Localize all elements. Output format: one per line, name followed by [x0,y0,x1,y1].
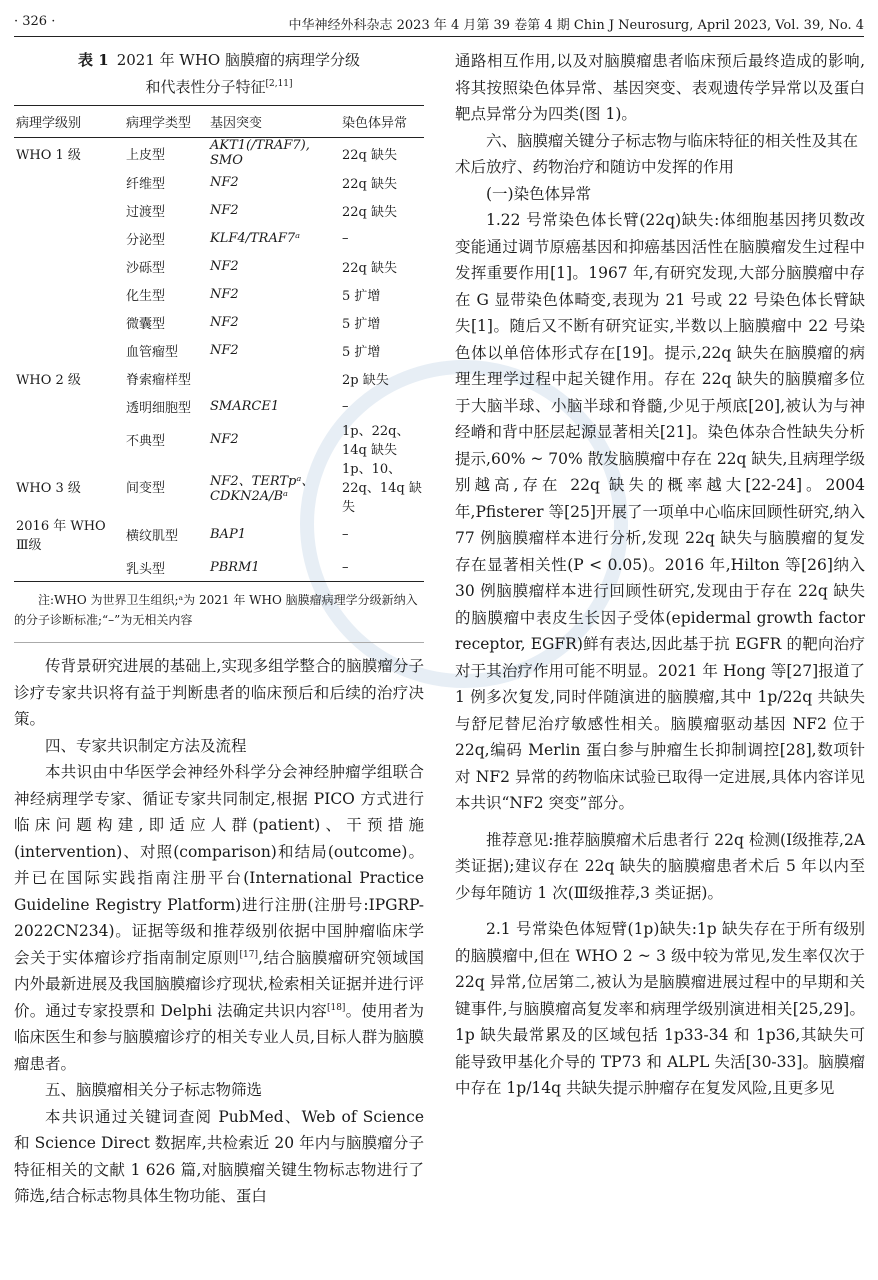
cell-type: 乳头型 [126,561,166,577]
cell-chrom: – [342,230,349,246]
cell-grade [14,336,124,364]
table-row [14,364,424,392]
cell-chrom: 1p、22q、14q 缺失 [342,424,410,458]
paragraph: 1.22 号常染色体长臂(22q)缺失:体细胞基因拷贝数改变能通过调节原癌基因和抑癌基因活性在脑膜瘤发生过程中发挥重要作用[1]。1967 年,有研究发现,大部分脑膜瘤中存在 G 显带染色体畸变,表现为 21 号或 22 号染色体长臂缺失[1]。随后又不断有研究证实,半数以上脑膜瘤中 22 号染色体以单倍体形式存在[19]。提示,22q 缺失在脑膜瘤的病理生理学过程中起关键作用。存在 22q 缺失的脑膜瘤多位于大脑半球、小脑半球和脊髓,少见于颅底[20],被认为与神经嵴和背中胚层起源显著相关[21]。染色体杂合性缺失分析提示,60% ~ 70% 散发脑膜瘤中存在 22q 缺失,且病理学级别越高,存在 22q 缺失的概率越大[22-24]。2004 年,Pfisterer 等[25]开展了一项单中心临床回顾性研究,纳入 77 例脑膜瘤样本进行分析,发现 22q 缺失与脑膜瘤的复发存在显著相关性(P < 0.05)。2016 年,Hilton 等[26]纳入 30 例脑膜瘤样本进行回顾性研究,发现由于存在 22q 缺失的脑膜瘤中表皮生长因子受体(epidermal growth factor receptor, EGFR)鲜有表达,因此基于抗 EGFR 的靶向治疗对于其治疗作用可能不明显。2021 年 Hong 等[27]报道了 1 例多次复发,同时伴随演进的脑膜瘤,其中 1p/22q 共缺失与舒尼替尼治疗敏感性相关。脑膜瘤驱动基因 NF2 位于 22q,编码 Merlin 蛋白参与肿瘤生长抑制调控[28],数项针对 NF2 异常的药物临床试验已取得一定进展,具体内容详见本共识“NF2 突变”部分。 [455,211,865,812]
col-header-type: 病理学类型 [124,106,208,138]
paragraph: 传背景研究进展的基础上,实现多组学整合的脑膜瘤分子诊疗专家共识将有益于判断患者的临床预后和后续的治疗决策。 [14,657,424,728]
cell-grade: WHO 2 级 [16,372,81,388]
table-note: 注:WHO 为世界卫生组织;ᵃ为 2021 年 WHO 脑膜瘤病理学分级新纳入的分子诊断标准;“–”为无相关内容 [14,590,424,643]
section-heading: 五、脑膜瘤相关分子标志物筛选 [45,1081,263,1099]
subsection-heading: (一)染色体异常 [486,184,592,203]
table-row [14,224,424,252]
cell-chrom: – [342,559,349,575]
page-header [14,10,864,37]
table-row [14,458,424,515]
col-header-chrom: 染色体异常 [340,106,424,138]
table-title-line2: 和代表性分子特征 [145,78,266,96]
cell-type: 沙砾型 [126,260,166,276]
table-row [14,168,424,196]
left-column [14,48,424,1210]
cell-gene [208,364,340,392]
page-number: · 326 · [14,14,56,29]
section-heading: 四、专家共识制定方法及流程 [45,736,247,755]
cell-type: 纤维型 [126,176,166,192]
cell-chrom: 2p 缺失 [342,372,389,388]
col-header-grade: 病理学级别 [14,106,124,138]
cell-chrom: – [342,526,349,542]
cell-grade [14,392,124,420]
cell-grade [14,553,124,582]
cell-gene: NF2、TERTpᵃ、CDKN2A/Bᵃ [210,473,315,504]
table-title-line1: 2021 年 WHO 脑膜瘤的病理学分级 [116,51,360,69]
cell-gene: SMARCE1 [210,398,280,414]
recommendation: 推荐意见:推荐脑膜瘤术后患者行 22q 检测(Ⅰ级推荐,2A 类证据);建议存在 22q 缺失的脑膜瘤患者术后 5 年以内至少每年随访 1 次(Ⅲ级推荐,3 类证据)。 [455,830,865,902]
cell-gene: BAP1 [210,526,246,542]
cell-type: 脊索瘤样型 [126,372,192,388]
cell-grade [14,252,124,280]
cell-type: 过渡型 [126,204,166,220]
cell-gene: NF2 [210,202,239,218]
cell-type: 不典型 [126,433,166,449]
cell-gene: NF2 [210,314,239,330]
cell-chrom: 1p、10、22q、14q 缺失 [342,462,422,515]
cell-grade [14,224,124,252]
table-row [14,280,424,308]
section-heading: 六、脑膜瘤关键分子标志物与临床特征的相关性及其在术后放疗、药物治疗和随访中发挥的作用 [455,131,859,176]
cell-grade [14,168,124,196]
citation: [17] [239,949,258,960]
table-title-ref: [2,11] [265,79,293,89]
cell-type: 血管瘤型 [126,344,179,360]
table-row [14,392,424,420]
paragraph: 2.1 号常染色体短臂(1p)缺失:1p 缺失存在于所有级别的脑膜瘤中,但在 WHO 2 ~ 3 级中较为常见,发生率仅次于 22q 异常,位居第二,被认为是脑膜瘤进展过程中的早期和关键事件,与脑膜瘤高复发率和病理学级别演进相关[25,29]。1p 缺失最常累及的区域包括 1p33-34 和 1p36,其缺失可能导致甲基化介导的 TP73 和 ALPL 失活[30-33]。脑膜瘤中存在 1p/14q 共缺失提示肿瘤存在复发风险,且更多见 [455,920,865,1097]
paragraph: 通路相互作用,以及对脑膜瘤患者临床预后最终造成的影响,将其按照染色体异常、基因突变、表观遗传学异常以及蛋白靶点异常分为四类(图 1)。 [455,52,865,123]
cell-type: 间变型 [126,481,166,496]
table-row [14,138,424,169]
cell-type: 上皮型 [126,147,166,163]
cell-grade [14,420,124,458]
cell-gene: KLF4/TRAF7ᵃ [210,230,301,246]
cell-gene: AKT1(/TRAF7), SMO [210,138,310,168]
cell-grade [14,308,124,336]
col-header-gene: 基因突变 [208,106,340,138]
cell-type: 化生型 [126,288,166,304]
table-row [14,420,424,458]
cell-chrom: 22q 缺失 [342,260,397,276]
cell-gene: NF2 [210,431,239,447]
cell-gene: PBRM1 [210,559,260,575]
cell-chrom: 5 扩增 [342,288,381,304]
citation: [18] [326,1002,346,1013]
cell-chrom: 5 扩增 [342,344,381,360]
table-row [14,196,424,224]
right-column [455,48,865,1102]
table-row [14,553,424,582]
paragraph: 本共识通过关键词查阅 PubMed、Web of Science 和 Science Direct 数据库,共检索近 20 年内与脑膜瘤分子特征相关的文献 1 626 篇,对脑膜瘤关键生物标志物进行了筛选,结合标志物具体生物功能、蛋白 [14,1107,424,1205]
cell-type: 横纹肌型 [126,528,179,544]
table-row [14,252,424,280]
table-header-row [14,106,424,138]
cell-chrom: 22q 缺失 [342,204,397,220]
cell-grade [14,280,124,308]
cell-gene: NF2 [210,258,239,274]
cell-chrom: 22q 缺失 [342,176,397,192]
table-row [14,308,424,336]
cell-chrom: 5 扩增 [342,316,381,332]
table-title [14,48,424,99]
journal-info: 中华神经外科杂志 2023 年 4 月第 39 卷第 4 期 Chin J Neurosurg, April 2023, Vol. 39, No. 4 [288,18,864,33]
cell-gene: NF2 [210,342,239,358]
table-row [14,336,424,364]
cell-type: 微囊型 [126,316,166,332]
table-row [14,515,424,553]
cell-grade: 2016 年 WHO Ⅲ级 [16,519,106,553]
table-label: 表 1 [78,51,109,69]
cell-gene: NF2 [210,174,239,190]
cell-chrom: 22q 缺失 [342,147,397,163]
cell-chrom: – [342,398,349,414]
cell-grade: WHO 1 级 [16,147,81,163]
cell-type: 分泌型 [126,232,166,248]
paragraph: 本共识由中华医学会神经外科学分会神经肿瘤学组联合神经病理学专家、循证专家共同制定,根据 PICO 方式进行临床问题构建,即适应人群(patient)、干预措施(intervention)、对照(comparison)和结局(outcome)。并已在国际实践指南注册平台(International Practice Guideline Registry Platform)进行注册(注册号:IPGRP-2022CN234)。证据等级和推荐级别依据中国肿瘤临床学会关于实体瘤诊疗指南制定原则[17],结合脑膜瘤研究领域国内外最新进展及我国脑膜瘤诊疗现状,检索相关证据并进行评价。通过专家投票和 Delphi 法确定共识内容[18]。使用者为临床医生和参与脑膜瘤诊疗的相关专业人员,目标人群为脑膜瘤患者。 [14,763,424,1073]
pathology-table [14,105,424,582]
cell-grade: WHO 3 级 [16,481,81,496]
cell-grade [14,196,124,224]
cell-gene: NF2 [210,286,239,302]
cell-type: 透明细胞型 [126,400,192,416]
